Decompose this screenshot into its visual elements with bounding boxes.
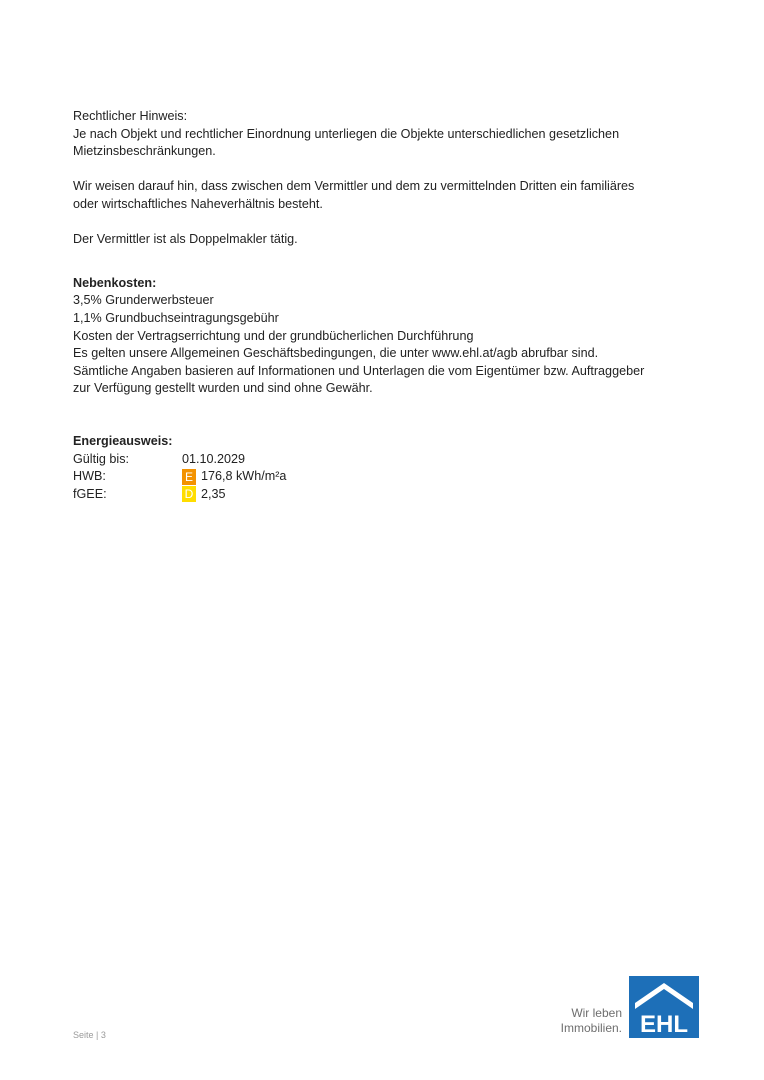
page-number: Seite | 3 bbox=[73, 1030, 106, 1040]
relation-text-line-2: oder wirtschaftliches Naheverhältnis besteht. bbox=[73, 196, 323, 211]
costs-item: Kosten der Vertragserrichtung und der grundbücherlichen Durchführung bbox=[73, 328, 474, 343]
energy-fgee-row bbox=[73, 486, 693, 504]
energy-hwb-value: 176,8 kWh/m²a bbox=[201, 469, 287, 484]
legal-text-line-1: Je nach Objekt und rechtlicher Einordnung unterliegen die Objekte unterschiedlichen gesetzlichen bbox=[73, 126, 620, 141]
slogan-line-1: Wir leben bbox=[571, 1006, 622, 1020]
energy-hwb-row bbox=[73, 468, 693, 486]
energy-valid-label: Gültig bis: bbox=[73, 451, 129, 466]
costs-item: Es gelten unsere Allgemeinen Geschäftsbedingungen, die unter www.ehl.at/agb abrufbar sind. bbox=[73, 346, 599, 361]
legal-heading: Rechtlicher Hinweis: bbox=[73, 109, 188, 123]
costs-item: zur Verfügung gestellt wurden und sind ohne Gewähr. bbox=[73, 381, 373, 396]
energy-valid-value: 01.10.2029 bbox=[182, 451, 246, 466]
company-slogan bbox=[540, 1006, 622, 1036]
energy-fgee-value: 2,35 bbox=[201, 486, 226, 501]
logo-text: EHL bbox=[640, 1011, 688, 1038]
slogan-line-2: Immobilien. bbox=[560, 1021, 622, 1035]
costs-item: Sämtliche Angaben basieren auf Informationen und Unterlagen die vom Eigentümer bzw. Auftraggeber bbox=[73, 363, 645, 378]
costs-heading: Nebenkosten: bbox=[73, 275, 157, 290]
document-body bbox=[73, 108, 693, 503]
costs-item: 1,1% Grundbuchseintragungsgebühr bbox=[73, 310, 279, 325]
legal-text-line-2: Mietzinsbeschränkungen. bbox=[73, 144, 216, 159]
fgee-class-badge: D bbox=[182, 486, 196, 502]
double-broker-text: Der Vermittler ist als Doppelmakler tätig. bbox=[73, 232, 298, 247]
energy-heading: Energieausweis: bbox=[73, 433, 173, 448]
hwb-class-badge: E bbox=[182, 469, 196, 485]
energy-fgee-label: fGEE: bbox=[73, 486, 107, 501]
energy-valid-row bbox=[73, 451, 693, 469]
energy-hwb-label: HWB: bbox=[73, 469, 106, 484]
ehl-logo-icon bbox=[629, 976, 699, 1038]
relation-text-line-1: Wir weisen darauf hin, dass zwischen dem Vermittler und dem zu vermittelnden Dritten ein familiäres bbox=[73, 179, 635, 194]
costs-item: 3,5% Grunderwerbsteuer bbox=[73, 293, 214, 308]
